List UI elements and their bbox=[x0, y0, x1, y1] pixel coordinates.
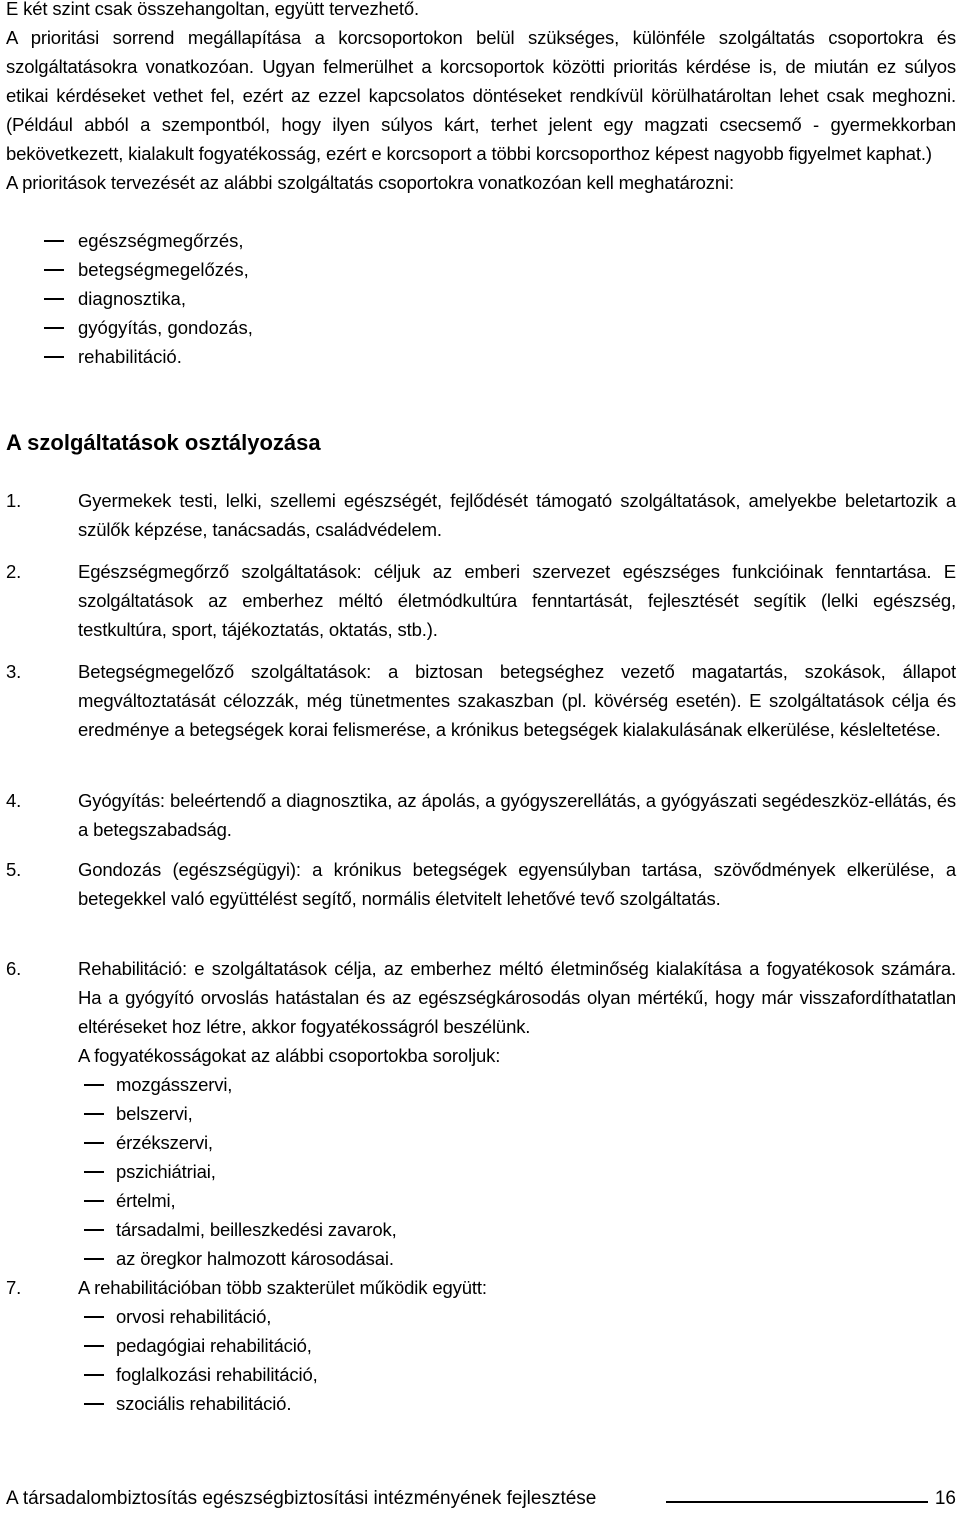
intro-paragraph-2: A prioritási sorrend megállapítása a korcsoportokon belül szükséges, különféle szolgáltatás csoportokra és szolgáltatásokra vonatkozóan. Ugyan felmerülhet a korcsoportok közötti prioritás kérdése is, de miután ez súlyos etikai kérdéseket vethet fel, ezért az ezzel kapcsolatos döntéseket rendkívül körülhatároltan lehet csak meghozni. (Például abból a szempontból, hogy ilyen súlyos kárt, terhet jelent egy magzati csecsemő - gyermekkorban bekövetkezett, kialakult fogyatékosság, ezért e korcsoport a többi korcsoporthoz képest nagyobb figyelmet kaphat.) bbox=[6, 27, 956, 164]
dash-bullet-icon bbox=[84, 1258, 104, 1260]
list-item: pszichiátriai, bbox=[78, 1157, 956, 1186]
list-item: pedagógiai rehabilitáció, bbox=[78, 1331, 956, 1360]
service-group-list bbox=[6, 226, 956, 371]
list-item: rehabilitáció. bbox=[6, 342, 956, 371]
list-item: értelmi, bbox=[78, 1186, 956, 1215]
list-item: gyógyítás, gondozás, bbox=[6, 313, 956, 342]
list-item: orvosi rehabilitáció, bbox=[78, 1302, 956, 1331]
dash-bullet-icon bbox=[84, 1316, 104, 1318]
section-heading: A szolgáltatások osztályozása bbox=[6, 430, 321, 455]
dash-bullet-icon bbox=[84, 1113, 104, 1115]
dash-bullet-icon bbox=[84, 1403, 104, 1405]
numbered-item-3: 3. Betegségmegelőző szolgáltatások: a biztosan betegséghez vezető magatartás, szokások, állapot megváltoztatását célozzák, még tünetmentes szakaszban (pl. kövérség esetén). E szolgáltatások célja és eredménye a betegségek korai felismerése, a krónikus betegségek kialakulásának elkerülése, késleltetése. bbox=[6, 661, 956, 740]
footer-title: A társadalombiztosítás egészségbiztosítási intézményének fejlesztése bbox=[6, 1488, 597, 1509]
list-item: mozgásszervi, bbox=[78, 1070, 956, 1099]
list-item: foglalkozási rehabilitáció, bbox=[78, 1360, 956, 1389]
page-footer bbox=[6, 1485, 956, 1513]
numbered-item-1: 1. Gyermekek testi, lelki, szellemi egészségét, fejlődését támogató szolgáltatások, amelyekbe beletartozik a szülők képzése, tanácsadás, családvédelem. bbox=[6, 490, 956, 540]
dash-bullet-icon bbox=[44, 269, 64, 271]
dash-bullet-icon bbox=[84, 1345, 104, 1347]
dash-bullet-icon bbox=[44, 327, 64, 329]
dash-bullet-icon bbox=[84, 1084, 104, 1086]
list-item: társadalmi, beilleszkedési zavarok, bbox=[78, 1215, 956, 1244]
numbered-item-2: 2. Egészségmegőrző szolgáltatások: céljuk az emberi szervezet egészséges funkcióinak fenntartása. E szolgáltatások az emberhez méltó életmódkultúra fenntartását, fejlesztését segítik (lelki egészség, testkultúra, sport, tájékoztatás, oktatás, stb.). bbox=[6, 561, 956, 640]
numbered-item-4: 4. Gyógyítás: beleértendő a diagnosztika, az ápolás, a gyógyszerellátás, a gyógyászati segédeszköz-ellátás, és a betegszabadság. bbox=[6, 790, 956, 840]
footer-rule bbox=[666, 1501, 928, 1503]
list-item: az öregkor halmozott károsodásai. bbox=[78, 1244, 956, 1273]
list-item: belszervi, bbox=[78, 1099, 956, 1128]
dash-bullet-icon bbox=[44, 298, 64, 300]
disability-groups-intro: A fogyatékosságokat az alábbi csoportokba soroljuk: bbox=[78, 1045, 501, 1066]
numbered-item-6: 6. Rehabilitáció: e szolgáltatások célja, az emberhez méltó életminőség kialakítása a fogyatékosok számára. Ha a gyógyító orvoslás hatástalan és az egészségkárosodás olyan mértékű, hogy már visszafordíthatatlan eltéréseket hoz létre, akkor fogyatékosságról beszélünk. A fogyatékosságokat az alábbi csoportokba soroljuk: mozgásszervi, belszervi, érzékszervi, pszichiátriai, értelmi, társadalmi, beilleszkedési zavarok, az öregkor halmozott károsodásai. bbox=[6, 954, 956, 1273]
dash-bullet-icon bbox=[84, 1374, 104, 1376]
list-item: diagnosztika, bbox=[6, 284, 956, 313]
list-item: szociális rehabilitáció. bbox=[78, 1389, 956, 1418]
intro-paragraph-3: A prioritások tervezését az alábbi szolgáltatás csoportokra vonatkozóan kell meghatározni: bbox=[6, 172, 734, 193]
list-item: egészségmegőrzés, bbox=[6, 226, 956, 255]
dash-bullet-icon bbox=[44, 356, 64, 358]
dash-bullet-icon bbox=[84, 1229, 104, 1231]
rehabilitation-areas-list bbox=[78, 1302, 956, 1418]
page-number: 16 bbox=[934, 1488, 956, 1509]
intro-text bbox=[6, 0, 956, 197]
list-item: betegségmegelőzés, bbox=[6, 255, 956, 284]
dash-bullet-icon bbox=[84, 1142, 104, 1144]
list-item: érzékszervi, bbox=[78, 1128, 956, 1157]
intro-paragraph-1: E két szint csak összehangoltan, együtt tervezhető. bbox=[6, 0, 419, 19]
disability-groups-list bbox=[78, 1070, 956, 1273]
numbered-item-5: 5. Gondozás (egészségügyi): a krónikus betegségek egyensúlyban tartása, szövődmények elkerülése, a betegekkel való együttélést segítő, normális életvitelt lehetővé tevő szolgáltatás. bbox=[6, 859, 956, 909]
dash-bullet-icon bbox=[84, 1200, 104, 1202]
dash-bullet-icon bbox=[44, 240, 64, 242]
numbered-item-7: 7. A rehabilitációban több szakterület működik együtt: orvosi rehabilitáció, pedagógiai rehabilitáció, foglalkozási rehabilitáció, szociális rehabilitáció. bbox=[6, 1273, 956, 1418]
dash-bullet-icon bbox=[84, 1171, 104, 1173]
